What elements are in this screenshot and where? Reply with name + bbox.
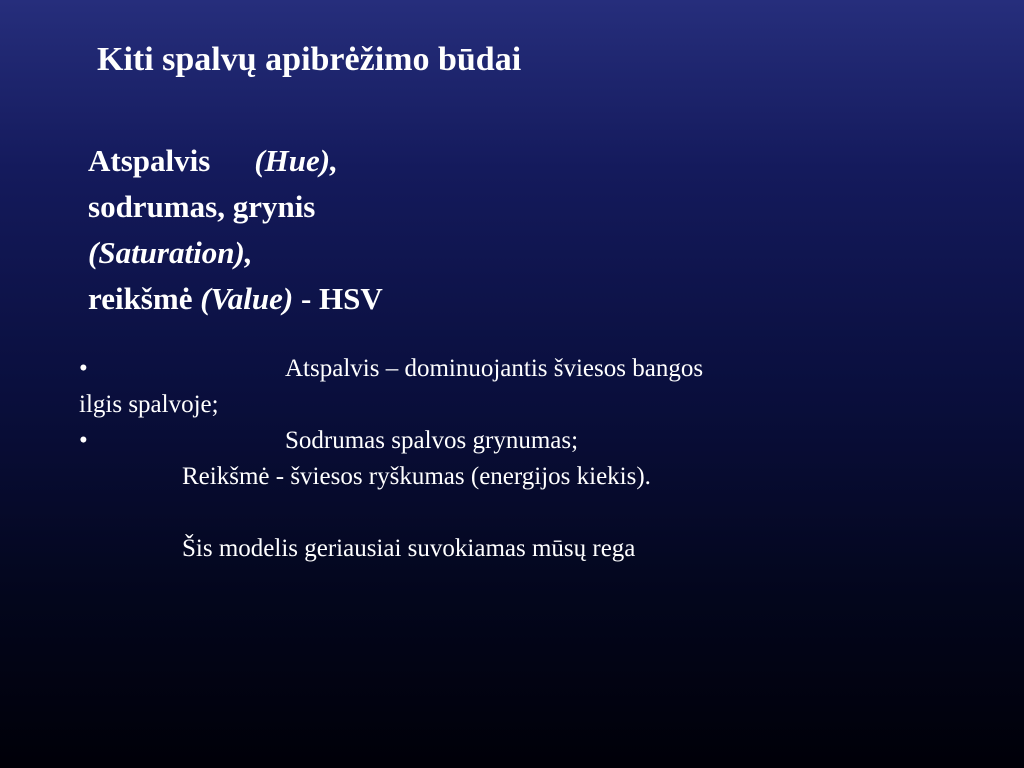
value-term: (Value) xyxy=(200,281,294,316)
hue-word: Atspalvis xyxy=(88,143,211,178)
hue-term: (Hue), xyxy=(254,143,338,178)
bullet-marker: • xyxy=(79,427,88,454)
value-line-heading xyxy=(88,276,383,322)
saturation-line: sodrumas, grynis xyxy=(88,189,316,224)
list-item xyxy=(79,351,899,387)
list-item-continuation xyxy=(79,387,899,423)
slide-title: Kiti spalvų apibrėžimo būdai xyxy=(97,41,522,78)
hue-line xyxy=(88,138,383,184)
hue-definition-continuation: ilgis spalvoje; xyxy=(79,391,219,418)
saturation-definition: Sodrumas spalvos grynumas; xyxy=(285,427,579,454)
value-definition: Reikšmė - šviesos ryškumas (energijos kiekis). xyxy=(182,463,651,490)
value-word: reikšmė xyxy=(88,281,193,316)
body-text xyxy=(79,351,899,567)
closing-statement: Šis modelis geriausiai suvokiamas mūsų rega xyxy=(182,535,636,562)
hsv-suffix: - HSV xyxy=(300,281,383,316)
hue-definition: Atspalvis – dominuojantis šviesos bangos xyxy=(285,355,704,382)
closing-row xyxy=(79,531,899,567)
bullet-marker: • xyxy=(79,355,88,382)
hsv-heading xyxy=(88,138,383,322)
list-item xyxy=(79,423,899,459)
value-definition-row xyxy=(79,459,899,495)
saturation-term: (Saturation), xyxy=(88,235,253,270)
